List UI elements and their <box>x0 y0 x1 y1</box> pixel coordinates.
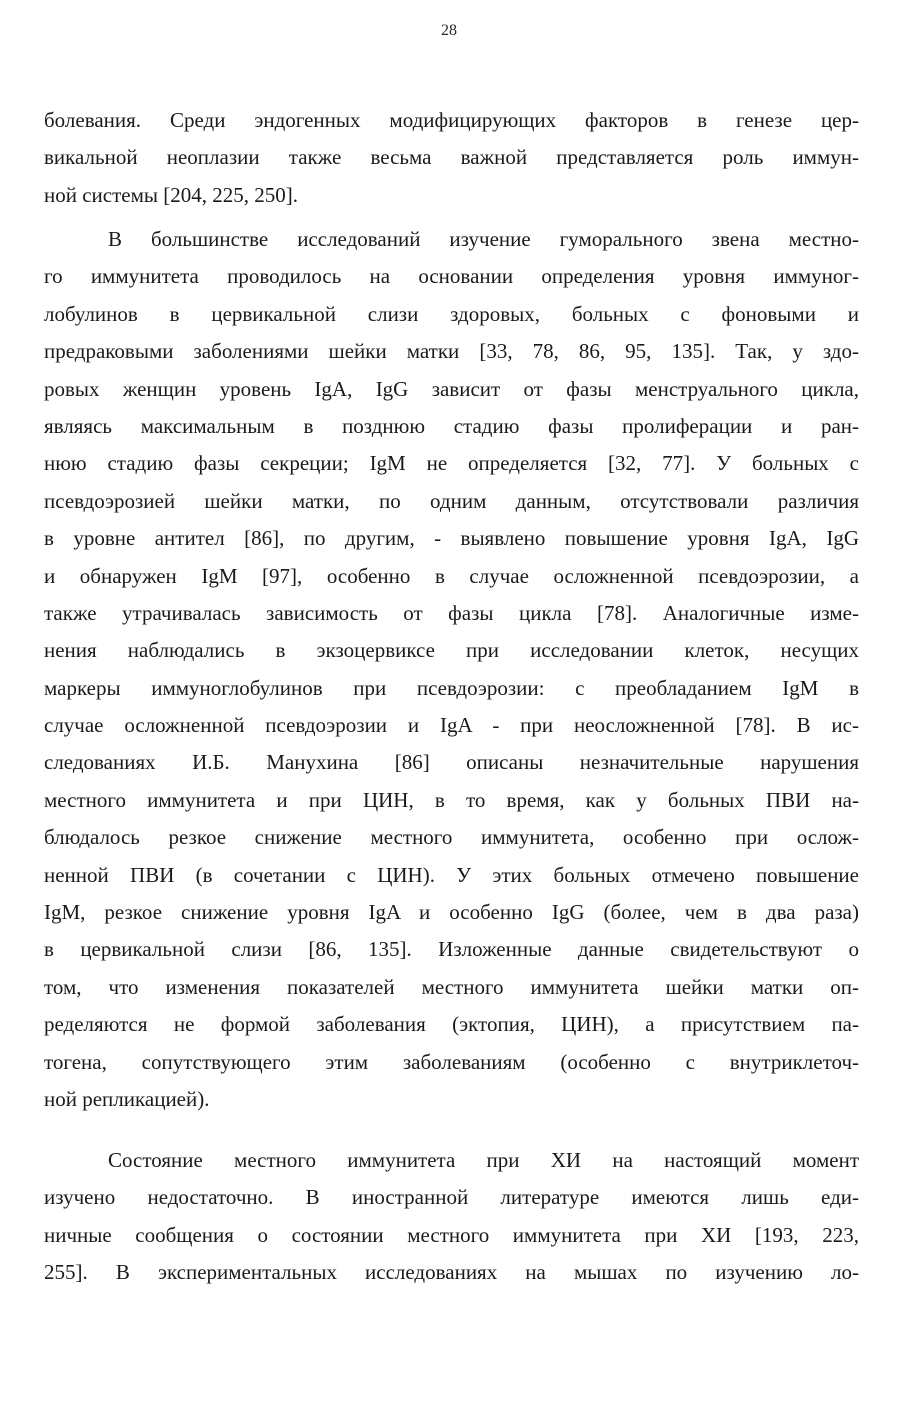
text-line: го иммунитета проводилось на основании определения уровня иммуног- <box>44 264 859 289</box>
text-line: маркеры иммуноглобулинов при псевдоэрозии: с преобладанием IgM в <box>44 675 859 700</box>
text-line: следованиях И.Б. Манухина [86] описаны незначительные нарушения <box>44 750 859 775</box>
text-line: ной системы [204, 225, 250]. <box>44 182 298 207</box>
text-line: и обнаружен IgM [97], особенно в случае осложненной псевдоэрозии, а <box>44 563 859 588</box>
paragraph-1 <box>44 102 859 214</box>
text-line: ределяются не формой заболевания (эктопия, ЦИН), а присутствием па- <box>44 1012 859 1037</box>
text-line: болевания. Среди эндогенных модифицирующих факторов в генезе цер- <box>44 108 859 132</box>
text-line: местного иммунитета и при ЦИН, в то время, как у больных ПВИ на- <box>44 787 859 812</box>
text-line: тогена, сопутствующего этим заболеваниям (особенно с внутриклеточ- <box>44 1049 859 1074</box>
text-line: том, что изменения показателей местного иммунитета шейки матки оп- <box>44 974 859 999</box>
paragraph-3 <box>44 1142 859 1292</box>
text-line: ненной ПВИ (в сочетании с ЦИН). У этих больных отмечено повышение <box>44 862 859 887</box>
text-line: нения наблюдались в экзоцервиксе при исследовании клеток, несущих <box>44 638 859 663</box>
paragraph-2 <box>44 221 859 1118</box>
text-line: 255]. В экспериментальных исследованиях на мышах по изучению ло- <box>44 1260 859 1285</box>
text-line: Состояние местного иммунитета при ХИ на настоящий момент <box>108 1148 859 1172</box>
text-line: псевдоэрозией шейки матки, по одним данным, отсутствовали различия <box>44 488 859 513</box>
text-line: предраковыми заболениями шейки матки [33, 78, 86, 95, 135]. Так, у здо- <box>44 339 859 364</box>
text-line: являясь максимальным в позднюю стадию фазы пролиферации и ран- <box>44 413 859 438</box>
text-line: IgM, резкое снижение уровня IgA и особенно IgG (более, чем в два раза) <box>44 900 859 925</box>
text-line: изучено недостаточно. В иностранной литературе имеются лишь еди- <box>44 1185 859 1210</box>
page-number: 28 <box>441 22 457 39</box>
text-line: в цервикальной слизи [86, 135]. Изложенные данные свидетельствуют о <box>44 937 859 962</box>
text-line: нюю стадию фазы секреции; IgM не определяется [32, 77]. У больных с <box>44 451 859 476</box>
text-line: в уровне антител [86], по другим, - выявлено повышение уровня IgA, IgG <box>44 526 859 551</box>
text-line: лобулинов в цервикальной слизи здоровых, больных с фоновыми и <box>44 301 859 326</box>
text-line: блюдалось резкое снижение местного иммунитета, особенно при ослож- <box>44 825 859 850</box>
text-line: В большинстве исследований изучение гуморального звена местно- <box>108 227 859 251</box>
text-line: ничные сообщения о состоянии местного иммунитета при ХИ [193, 223, <box>44 1222 859 1247</box>
text-line: ровых женщин уровень IgA, IgG зависит от фазы менструального цикла, <box>44 376 859 401</box>
text-line: также утрачивалась зависимость от фазы цикла [78]. Аналогичные изме- <box>44 600 859 625</box>
text-line: случае осложненной псевдоэрозии и IgA - при неосложненной [78]. В ис- <box>44 713 859 738</box>
text-line: ной репликацией). <box>44 1086 210 1111</box>
text-line: викальной неоплазии также весьма важной представляется роль иммун- <box>44 145 859 170</box>
